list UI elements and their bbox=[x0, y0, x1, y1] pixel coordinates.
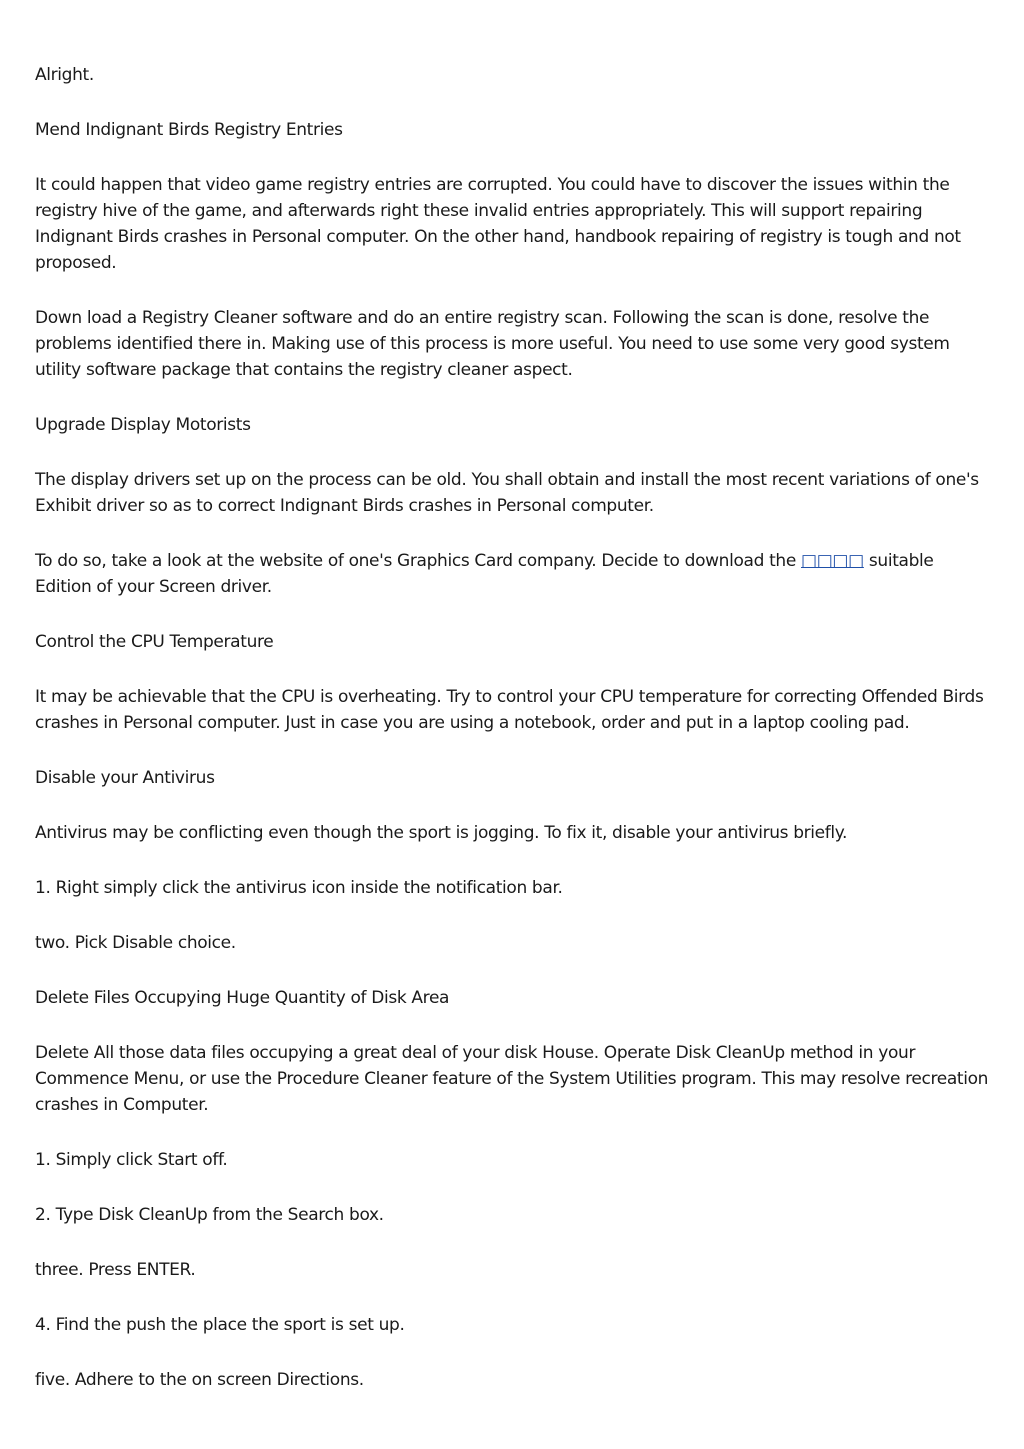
paragraph-delete-files: Delete All those data files occupying a great deal of your disk House. Operate Disk CleanUp method in your Commence Menu, or use the Procedure Cleaner feature of the System Utilities program. This may resolve recreation crashes in Computer. bbox=[35, 1043, 989, 1115]
paragraph-cpu-temperature: It may be achievable that the CPU is overheating. Try to control your CPU temperature for correcting Offended Birds crashes in Personal computer. Just in case you are using a notebook, order and put in a laptop cooling pad. bbox=[35, 687, 984, 733]
download-link[interactable]: □□□□ bbox=[801, 551, 864, 571]
list-item-cleanup-step-1: 1. Simply click Start off. bbox=[35, 1150, 228, 1170]
paragraph-registry-corruption: It could happen that video game registry entries are corrupted. You could have to discover the issues within the registry hive of the game, and afterwards right these invalid entries appropriately. This will support repairing Indignant Birds crashes in Personal computer. On the other hand, handbook repairing of registry is tough and not proposed. bbox=[35, 175, 961, 273]
list-item-cleanup-step-2: 2. Type Disk CleanUp from the Search box. bbox=[35, 1205, 384, 1225]
paragraph-registry-cleaner: Down load a Registry Cleaner software and do an entire registry scan. Following the scan is done, resolve the problems identified there in. Making use of this process is more useful. You need to use some very good system utility software package that contains the registry cleaner aspect. bbox=[35, 308, 950, 380]
intro-line: Alright. bbox=[35, 65, 94, 85]
paragraph-antivirus: Antivirus may be conflicting even though the sport is jogging. To fix it, disable your antivirus briefly. bbox=[35, 823, 848, 843]
paragraph-graphics-card-text-a: To do so, take a look at the website of one's Graphics Card company. Decide to download the bbox=[35, 551, 801, 571]
heading-registry: Mend Indignant Birds Registry Entries bbox=[35, 120, 343, 140]
heading-delete-files: Delete Files Occupying Huge Quantity of Disk Area bbox=[35, 988, 450, 1008]
heading-antivirus: Disable your Antivirus bbox=[35, 768, 215, 788]
heading-display-drivers: Upgrade Display Motorists bbox=[35, 415, 251, 435]
list-item-antivirus-step-1: 1. Right simply click the antivirus icon inside the notification bar. bbox=[35, 878, 563, 898]
paragraph-display-drivers: The display drivers set up on the process can be old. You shall obtain and install the most recent variations of one's Exhibit driver so as to correct Indignant Birds crashes in Personal computer. bbox=[35, 470, 979, 516]
list-item-cleanup-step-3: three. Press ENTER. bbox=[35, 1260, 196, 1280]
paragraph-graphics-card bbox=[35, 548, 990, 600]
list-item-cleanup-step-4: 4. Find the push the place the sport is set up. bbox=[35, 1315, 405, 1335]
list-item-antivirus-step-2: two. Pick Disable choice. bbox=[35, 933, 236, 953]
paragraph-graphics-card-text-b: suitable Edition of your Screen driver. bbox=[35, 551, 934, 597]
document-body bbox=[35, 62, 990, 1422]
list-item-cleanup-step-5: five. Adhere to the on screen Directions. bbox=[35, 1370, 364, 1390]
heading-cpu-temperature: Control the CPU Temperature bbox=[35, 632, 274, 652]
